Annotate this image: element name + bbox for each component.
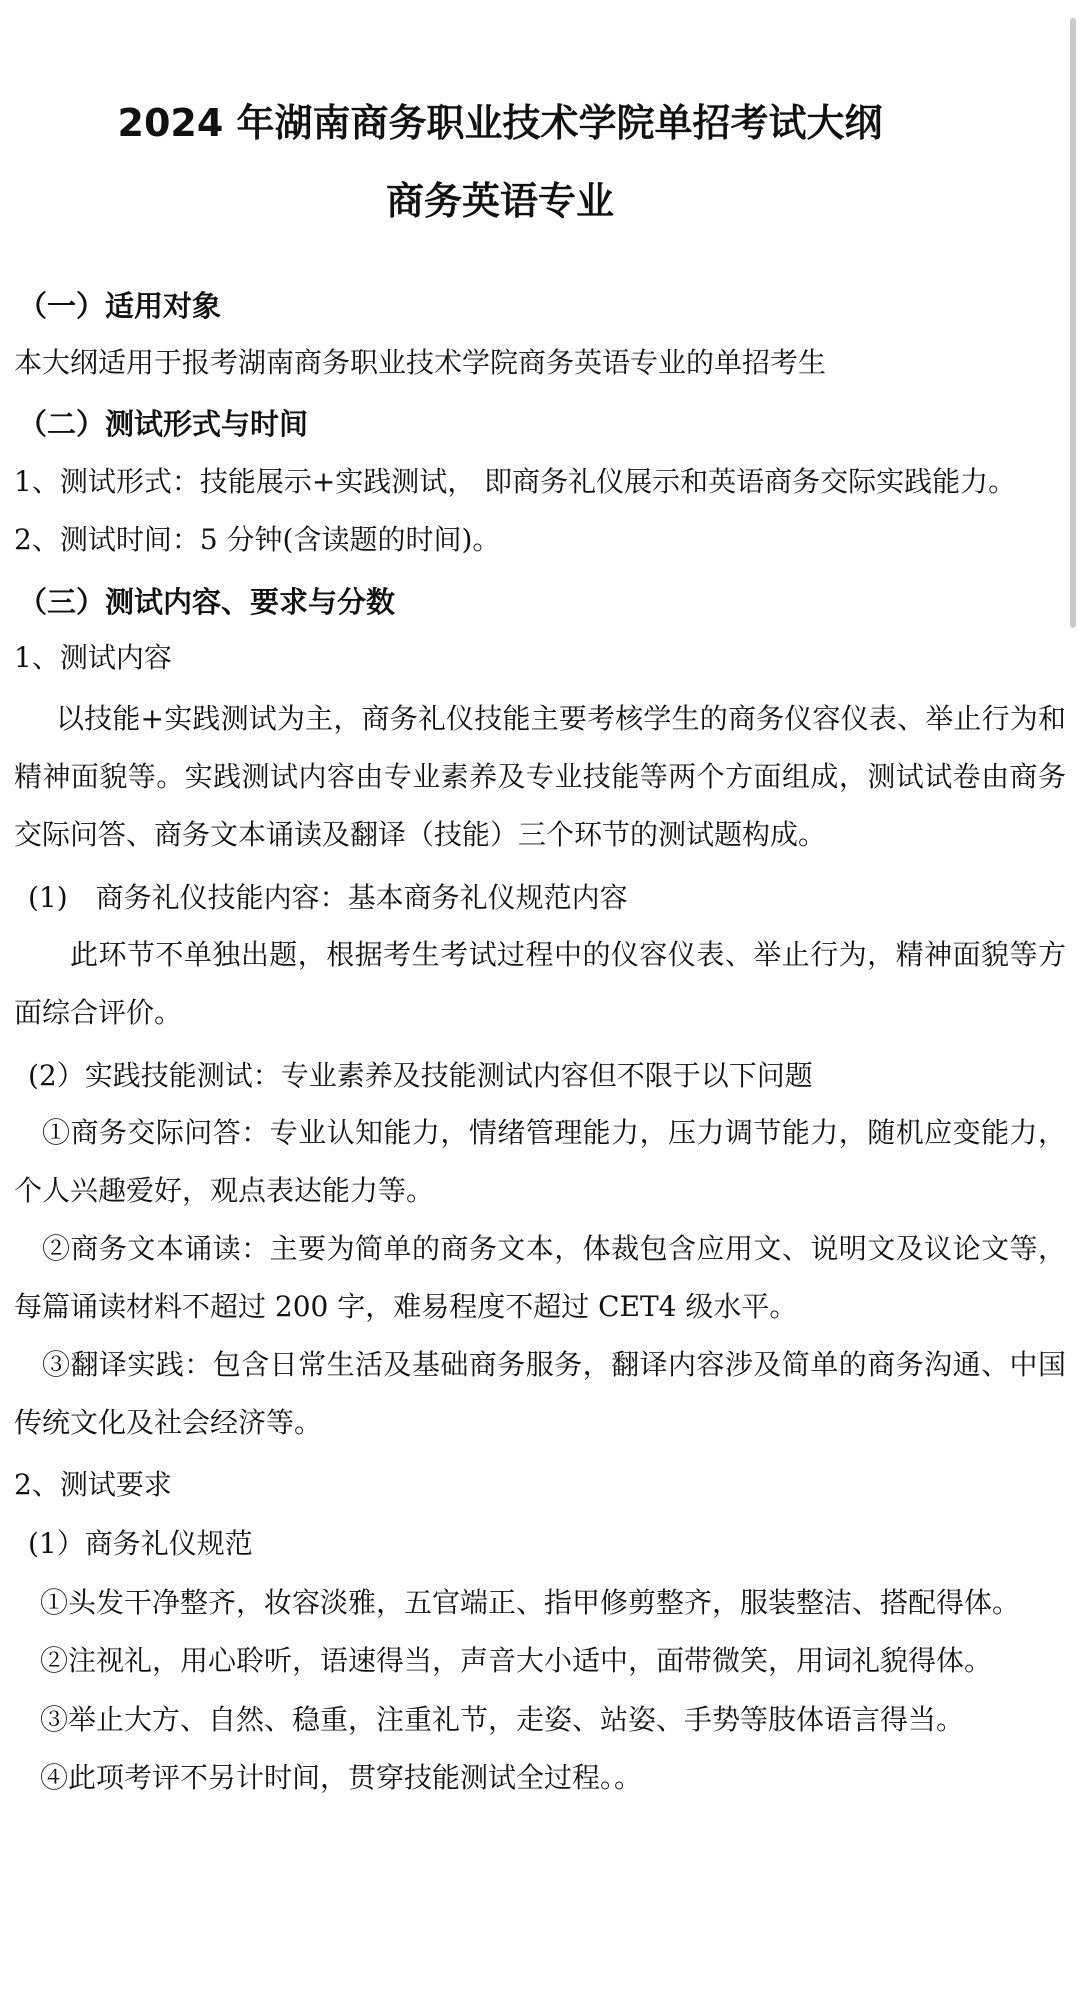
scrollbar-thumb[interactable] [1070, 18, 1076, 628]
list-item-attention: ②注视礼，用心聆听，语速得当，声音大小适中，面带微笑，用词礼貌得体。 [40, 1644, 993, 1677]
list-item-business-qa: ①商务交际问答：专业认知能力，情绪管理能力，压力调节能力，随机应变能力，个人兴趣爱好，观点表达能力等。 [14, 1116, 1066, 1207]
test-format-item: 1、测试形式：技能展示+实践测试， 即商务礼仪展示和英语商务交际实践能力。 [14, 465, 1017, 498]
practice-test-title: (2）实践技能测试：专业素养及技能测试内容但不限于以下问题 [28, 1059, 813, 1092]
content-intro-paragraph: 以技能+实践测试为主，商务礼仪技能主要考核学生的商务仪容仪表、举止行为和精神面貌等。实践测试内容由专业素养及专业技能等两个方面组成，测试试卷由商务交际问答、商务文本诵读及翻译（技能）三个环节的测试题构成。 [14, 702, 1066, 851]
document-subtitle: 商务英语专业 [385, 179, 614, 223]
applicable-text: 本大纲适用于报考湖南商务职业技术学院商务英语专业的单招考生 [14, 346, 827, 379]
subsection-test-requirements: 2、测试要求 [14, 1468, 172, 1501]
subsection-test-content: 1、测试内容 [14, 641, 172, 674]
list-item-text-reading: ②商务文本诵读：主要为简单的商务文本，体裁包含应用文、说明文及议论文等，每篇诵读材料不超过 200 字，难易程度不超过 CET4 级水平。 [14, 1232, 1066, 1323]
list-item-appearance: ①头发干净整齐，妆容淡雅，五官端正、指甲修剪整齐，服装整洁、搭配得体。 [40, 1586, 1021, 1619]
etiquette-norms-title: (1）商务礼仪规范 [28, 1527, 253, 1560]
scrollbar[interactable] [1066, 0, 1080, 2004]
section-heading-content: （三）测试内容、要求与分数 [18, 585, 396, 619]
list-item-no-extra-time: ④此项考评不另计时间，贯穿技能测试全过程。。 [40, 1761, 643, 1794]
etiquette-skill-paragraph: 此环节不单独出题，根据考生考试过程中的仪容仪表、举止行为，精神面貌等方面综合评价。 [14, 938, 1066, 1029]
etiquette-skill-title: (1) 商务礼仪技能内容：基本商务礼仪规范内容 [28, 881, 628, 914]
list-item-manners: ③举止大方、自然、稳重，注重礼节，走姿、站姿、手势等肢体语言得当。 [40, 1703, 965, 1736]
section-heading-format-time: （二）测试形式与时间 [18, 407, 309, 441]
test-time-item: 2、测试时间：5 分钟(含读题的时间)。 [14, 523, 501, 556]
list-item-translation: ③翻译实践：包含日常生活及基础商务服务，翻译内容涉及简单的商务沟通、中国传统文化及社会经济等。 [14, 1348, 1066, 1439]
document-title: 2024 年湖南商务职业技术学院单招考试大纲 [117, 101, 883, 145]
section-heading-applicable: （一）适用对象 [18, 289, 222, 323]
